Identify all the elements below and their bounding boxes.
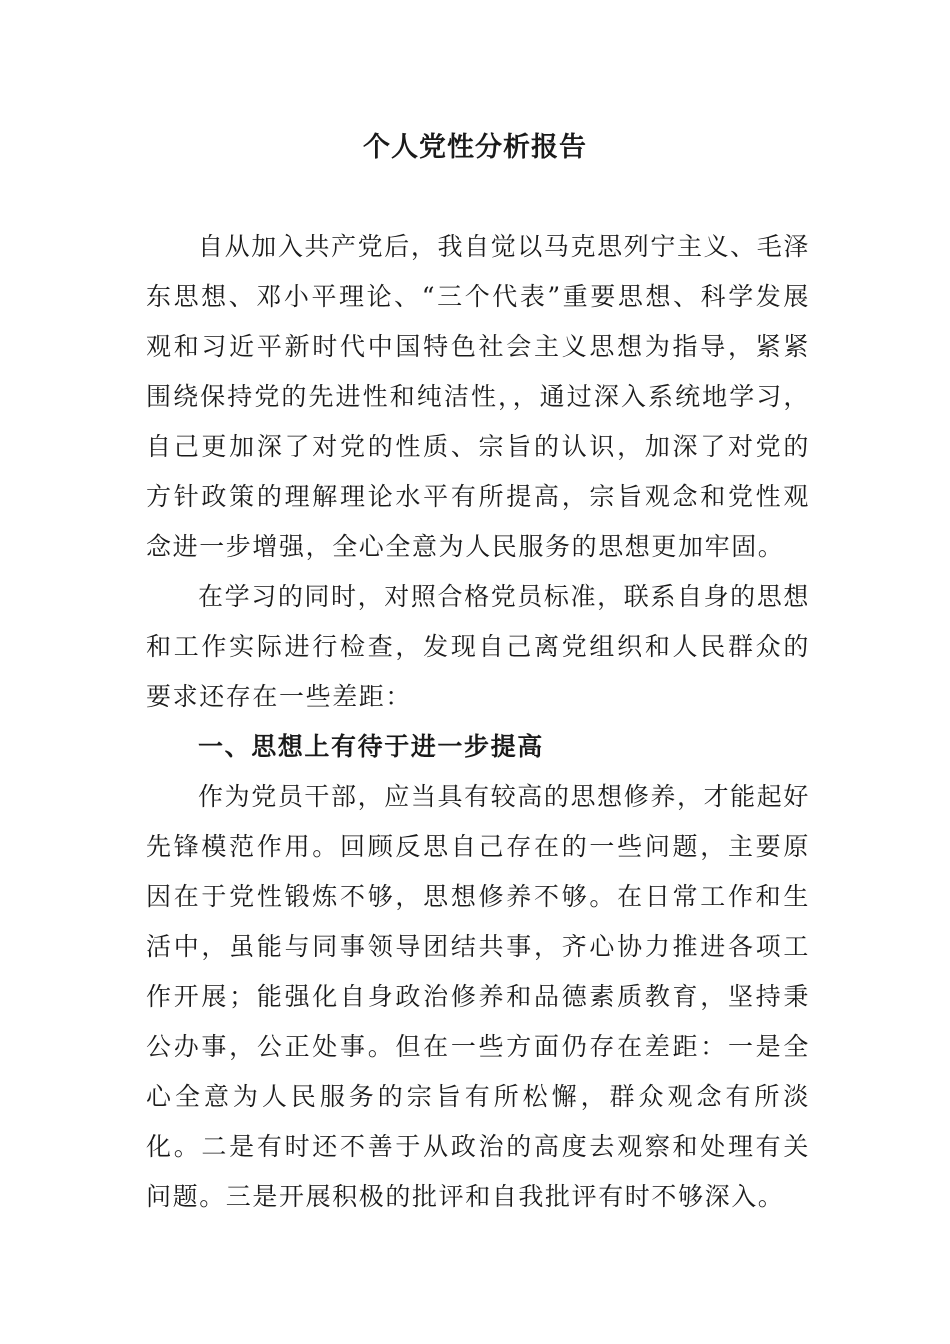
document-title: 个人党性分析报告 [363, 132, 587, 163]
document-body [146, 222, 810, 1222]
paragraph-self-check: 在学习的同时，对照合格党员标准，联系自身的思想和工作实际进行检查，发现自己离党组织和人民群众的要求还存在一些差距： [146, 582, 810, 711]
paragraph-intro: 自从加入共产党后，我自觉以马克思列宁主义、毛泽东思想、邓小平理论、“三个代表”重要思想、科学发展观和习近平新时代中国特色社会主义思想为指导，紧紧围绕保持党的先进性和纯洁性，，通过深入系统地学习，自己更加深了对党的性质、宗旨的认识，加深了对党的方针政策的理解理论水平有所提高，宗旨观念和党性观念进一步增强，全心全意为人民服务的思想更加牢固。 [146, 232, 810, 561]
paragraph-section-1: 作为党员干部，应当具有较高的思想修养，才能起好先锋模范作用。回顾反思自己存在的一些问题，主要原因在于党性锻炼不够，思想修养不够。在日常工作和生活中，虽能与同事领导团结共事，齐心协力推进各项工作开展；能强化自身政治修养和品德素质教育，坚持秉公办事，公正处事。但在一些方面仍存在差距：一是全心全意为人民服务的宗旨有所松懈，群众观念有所淡化。二是有时还不善于从政治的高度去观察和处理有关问题。三是开展积极的批评和自我批评有时不够深入。 [146, 782, 810, 1211]
section-heading-1: 一、思想上有待于进一步提高 [198, 732, 544, 761]
